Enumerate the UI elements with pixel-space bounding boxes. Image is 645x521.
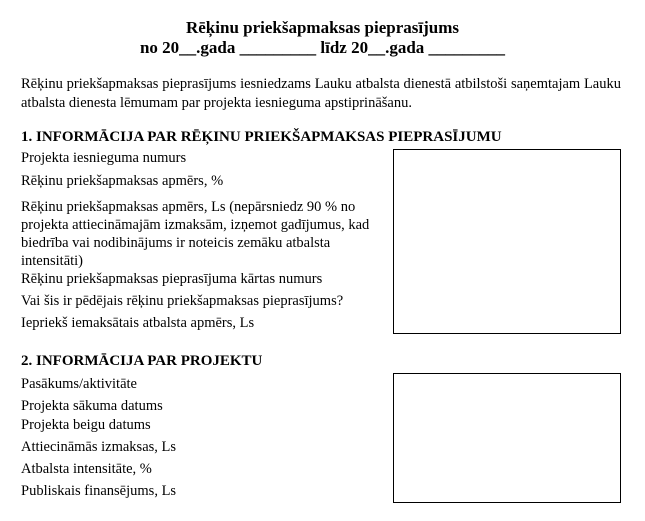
field-label: Rēķinu priekšapmaksas apmērs, % <box>21 173 224 189</box>
field-label: Iepriekš iemaksātais atbalsta apmērs, Ls <box>21 315 255 331</box>
table-row <box>21 170 621 195</box>
project-number-field[interactable] <box>393 149 621 171</box>
field-label: Vai šis ir pēdējais rēķinu priekšapmaksas pieprasījums? <box>21 293 344 309</box>
last-request-field[interactable] <box>393 290 621 313</box>
field-label: Projekta iesnieguma numurs <box>21 150 187 166</box>
table-row <box>21 290 621 312</box>
measure-activity-field[interactable] <box>393 373 621 396</box>
field-label: Rēķinu priekšapmaksas pieprasījuma kārtas numurs <box>21 271 323 287</box>
field-label: Pasākums/aktivitāte <box>21 376 137 392</box>
table-row <box>21 268 621 290</box>
table-row <box>21 312 621 334</box>
aid-intensity-field[interactable] <box>393 458 621 481</box>
table-row <box>21 195 621 268</box>
table-row <box>21 458 621 480</box>
form-period: no 20__.gada _________ līdz 20__.gada _________ <box>139 38 506 57</box>
public-funding-field[interactable] <box>393 480 621 503</box>
prepayment-percent-field[interactable] <box>393 170 621 196</box>
section-1-heading: 1. INFORMĀCIJA PAR RĒĶINU PRIEKŠAPMAKSAS PIEPRASĪJUMU <box>21 129 502 145</box>
section-2-heading: 2. INFORMĀCIJA PAR PROJEKTU <box>21 353 263 369</box>
table-row <box>21 415 621 435</box>
previous-paid-field[interactable] <box>393 312 621 334</box>
field-label: Projekta beigu datums <box>21 417 151 433</box>
form-title: Rēķinu priekšapmaksas pieprasījums <box>185 18 459 37</box>
field-label: Attiecināmās izmaksas, Ls <box>21 439 177 455</box>
table-row <box>21 373 621 395</box>
field-label: Publiskais finansējums, Ls <box>21 483 177 499</box>
field-label: Atbalsta intensitāte, % <box>21 461 152 477</box>
intro-paragraph: Rēķinu priekšapmaksas pieprasījums iesniedzams Lauku atbalsta dienestā atbilstoši saņemtajam Lauku atbalsta dienesta lēmumam par projekta iesnieguma apstiprināšanu. <box>21 76 621 111</box>
eligible-costs-field[interactable] <box>393 435 621 459</box>
request-sequence-field[interactable] <box>393 268 621 291</box>
table-row <box>21 149 621 170</box>
table-row <box>21 395 621 415</box>
project-start-date-field[interactable] <box>393 395 621 416</box>
table-row <box>21 480 621 502</box>
field-label: Projekta sākuma datums <box>21 398 163 414</box>
prepayment-amount-field[interactable] <box>393 195 621 269</box>
field-label: Rēķinu priekšapmaksas apmērs, Ls (nepārsniedz 90 % no projekta attiecināmajām izmaksām, izņemot gadījumus, kad biedrība vai nodibinājums ir noteicis zemāku atbalsta intensitāti) <box>21 199 370 269</box>
table-row <box>21 435 621 458</box>
project-end-date-field[interactable] <box>393 415 621 436</box>
